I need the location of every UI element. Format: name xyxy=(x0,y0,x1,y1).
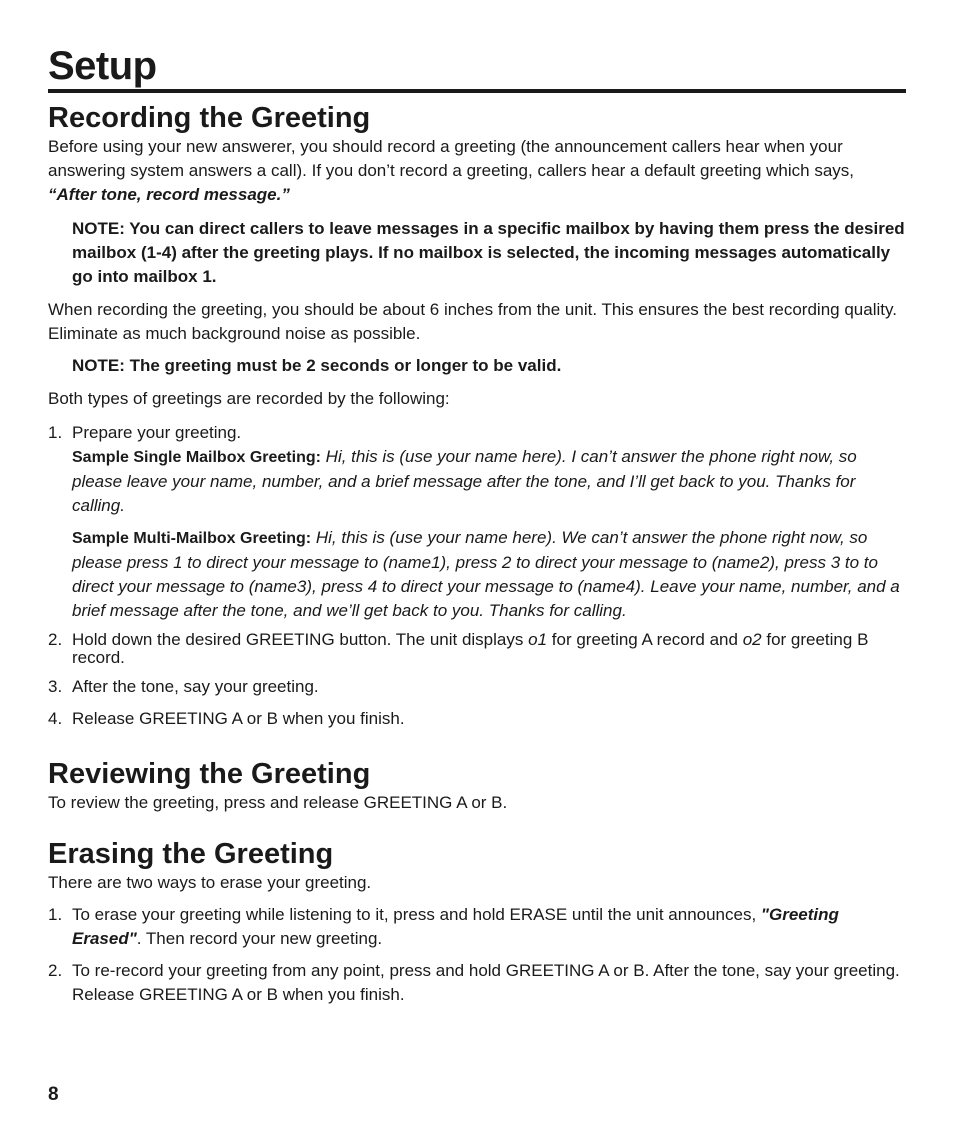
display-code-o1: o1 xyxy=(528,630,548,649)
recording-intro xyxy=(48,135,906,207)
erasing-step-2 xyxy=(48,959,906,1007)
step-text: After the tone, say your greeting. xyxy=(72,677,319,696)
step-text-b: . Then record your new greeting. xyxy=(136,929,383,948)
note-length: NOTE: The greeting must be 2 seconds or longer to be valid. xyxy=(72,356,562,375)
sample-multi-label: Sample Multi-Mailbox Greeting: xyxy=(72,530,312,547)
recording-step-2 xyxy=(48,631,906,667)
step-number: 4. xyxy=(48,709,63,728)
step-text-c: for greeting B record. xyxy=(72,630,869,667)
sample-multi-text: Hi, this is (use your name here). We can’t answer the phone right now, so please press 1 to direct your message to (name1), press 2 to direct your message to (name2), press 3 to to direct your message to (name3), press 4 to direct your message to (name4). Leave your name, number, and a brief message after the tone, and we’ll get back to you. Thanks for calling. xyxy=(72,528,900,620)
sample-multi-greeting xyxy=(72,526,906,623)
chapter-title: Setup xyxy=(48,44,906,93)
recording-step-4 xyxy=(48,707,906,731)
recording-heading: Recording the Greeting xyxy=(48,102,371,134)
step-text-b: for greeting A record and xyxy=(551,630,738,649)
recording-steps xyxy=(48,421,906,731)
both-types-paragraph: Both types of greetings are recorded by the following: xyxy=(48,389,450,408)
step-number: 2. xyxy=(48,961,63,980)
step-text: Release GREETING A or B when you finish. xyxy=(72,709,405,728)
step-number: 1. xyxy=(48,905,63,924)
sample-single-label: Sample Single Mailbox Greeting: xyxy=(72,449,321,466)
default-greeting-quote: “After tone, record message.” xyxy=(48,185,290,204)
display-code-o2: o2 xyxy=(742,630,762,649)
step-number: 1. xyxy=(48,423,63,442)
sample-single-greeting xyxy=(72,445,906,518)
step-text-a: To erase your greeting while listening to it, press and hold ERASE until the unit announces, xyxy=(72,905,757,924)
erasing-heading: Erasing the Greeting xyxy=(48,838,334,870)
step-text: To re-record your greeting from any point, press and hold GREETING A or B. After the tone, say your greeting. Release GREETING A or B when you finish. xyxy=(72,961,900,1004)
greeting-erased-quote: "Greeting Erased" xyxy=(72,905,839,948)
recording-step-1 xyxy=(48,421,906,623)
erasing-step-1 xyxy=(48,903,906,951)
distance-paragraph: When recording the greeting, you should be about 6 inches from the unit. This ensures the best recording quality. Eliminate as much background noise as possible. xyxy=(48,300,897,343)
recording-step-3 xyxy=(48,675,906,699)
reviewing-text: To review the greeting, press and release GREETING A or B. xyxy=(48,793,508,812)
recording-intro-text: Before using your new answerer, you should record a greeting (the announcement callers hear when your answering system answers a call). If you don’t record a greeting, callers hear a default greeting which says, xyxy=(48,137,855,180)
step-number: 2. xyxy=(48,630,63,649)
sample-single-text: Hi, this is (use your name here). I can’t answer the phone right now, so please leave your name, number, and a brief message after the tone, and I’ll get back to you. Thanks for calling. xyxy=(72,447,857,515)
step-number: 3. xyxy=(48,677,63,696)
step-text: Prepare your greeting. xyxy=(72,423,242,442)
page-number: 8 xyxy=(48,1084,59,1105)
step-text-a: Hold down the desired GREETING button. The unit displays xyxy=(72,630,524,649)
reviewing-heading: Reviewing the Greeting xyxy=(48,758,371,790)
note-mailbox: NOTE: You can direct callers to leave messages in a specific mailbox by having them press the desired mailbox (1-4) after the greeting plays. If no mailbox is selected, the incoming messages automatically go into mailbox 1. xyxy=(72,219,905,286)
erasing-intro: There are two ways to erase your greeting. xyxy=(48,873,372,892)
erasing-steps xyxy=(48,903,906,1007)
manual-page xyxy=(48,44,906,1015)
